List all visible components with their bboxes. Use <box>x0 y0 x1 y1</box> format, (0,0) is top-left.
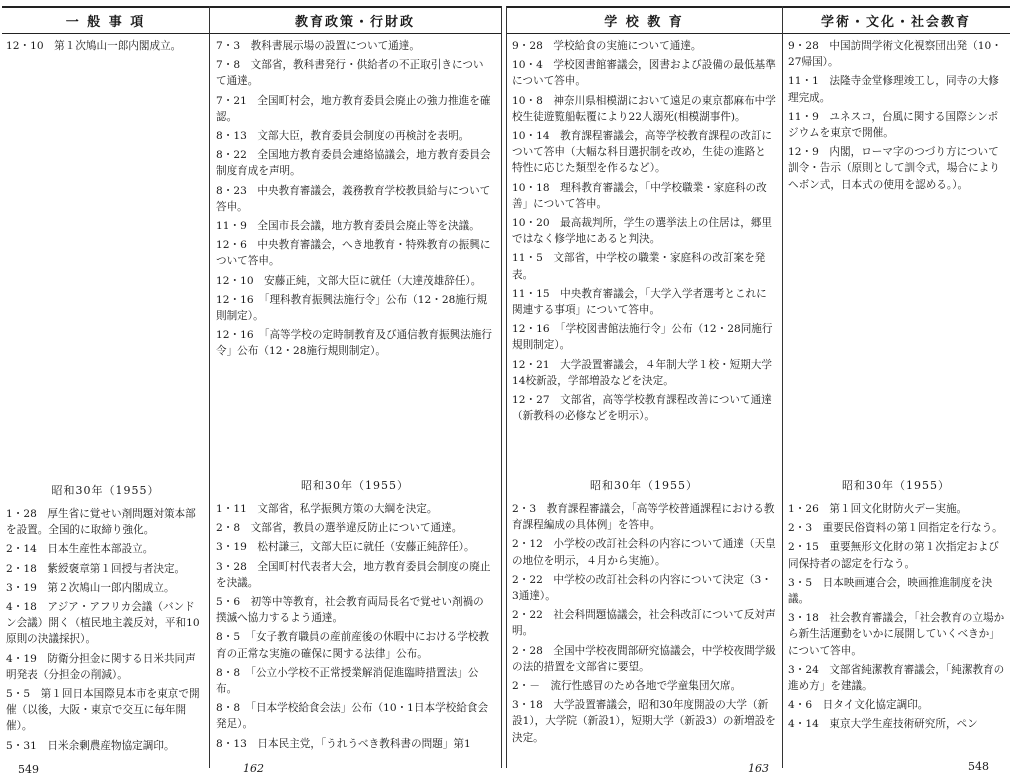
chronology-entry: 4・6 日タイ文化協定調印。 <box>788 699 929 712</box>
chronology-entry: 3・19 松村謙三，文部大臣に就任（安藤正純辞任）。 <box>216 541 475 554</box>
top-general-column <box>6 38 204 57</box>
bottom-academic-column <box>788 501 1006 736</box>
chronology-entry: 12・27 文部省，高等学校教育課程改善について通達（新教科の必修などを明示）。 <box>512 394 772 423</box>
chronology-entry: 11・5 文部省，中学校の職業・家庭科の改訂案を発表。 <box>512 252 766 281</box>
chronology-entry: 10・4 学校図書館審議会，図書および設備の最低基準について答申。 <box>512 59 776 88</box>
chronology-entry: 8・8 「日本学校給食会法」公布（10・1日本学校給食会発足）。 <box>216 702 489 731</box>
page-number: 163 <box>748 762 769 775</box>
chronology-entry: 12・10 第１次鳩山一郎内閣成立。 <box>6 40 182 52</box>
chronology-entry: 12・16 「高等学校の定時制教育及び通信教育振興法施行令」公布（12・28施行規則制定）。 <box>216 329 492 358</box>
bottom-school-column <box>512 501 776 749</box>
chronology-entry: 2・14 日本生産性本部設立。 <box>6 543 154 556</box>
chronology-entry: 4・18 アジア・アフリカ会議（バンドン会議）開く（植民地主義反対，平和10原則の決議採択）。 <box>6 601 200 646</box>
chronology-entry: 2・22 社会科問題協議会，社会科改訂について反対声明。 <box>512 609 776 638</box>
column-divider <box>209 6 210 768</box>
chronology-entry: 2・8 文部省，教員の選挙違反防止について通達。 <box>216 522 463 535</box>
page-number: 548 <box>968 760 989 773</box>
top-school-column <box>512 38 776 427</box>
chronology-entry: 7・21 全国町村会，地方教育委員会廃止の強力推進を確認。 <box>216 94 491 123</box>
chronology-entry: 8・23 中央教育審議会，義務教育学校教員給与について答申。 <box>216 184 491 213</box>
chronology-entry: 12・6 中央教育審議会，へき地教育・特殊教育の振興について答申。 <box>216 239 491 268</box>
chronology-entry: 2・3 重要民俗資料の第１回指定を行なう。 <box>788 522 1003 535</box>
chronology-entry: 10・18 理科教育審議会，「中学校職業・家庭科の改善」について答申。 <box>512 181 767 210</box>
header-policy: 教育政策・行財政 <box>209 6 501 34</box>
top-academic-column <box>788 38 1006 196</box>
chronology-entry: 2・15 重要無形文化財の第１次指定および同保持者の認定を行なう。 <box>788 541 999 570</box>
chronology-entry: 5・6 初等中等教育，社会教育両局長名で覚せい剤禍の撲滅へ協力するよう通達。 <box>216 596 484 625</box>
chronology-entry: 5・31 日米余剰農産物協定調印。 <box>6 739 175 752</box>
chronology-entry: 4・14 東京大学生産技術研究所，ペン <box>788 718 978 731</box>
top-policy-column <box>216 38 494 363</box>
chronology-entry: 8・8 「公立小学校不正常授業解消促進臨時措置法」公布。 <box>216 666 479 696</box>
page-number: 162 <box>243 762 264 775</box>
chronology-entry: 10・20 最高裁判所，学生の選挙法上の住居は，郷里ではなく修学地にあると判決。 <box>512 217 773 246</box>
header-general: 一 般 事 項 <box>2 6 209 34</box>
chronology-entry: 12・21 大学設置審議会，４年制大学１校・短期大学14校新設，学部増設などを決定。 <box>512 358 773 387</box>
chronology-entry: 8・13 文部大臣，教育委員会制度の再検討を表明。 <box>216 130 470 143</box>
chronology-entry: 11・15 中央教育審議会，「大学入学者選考とこれに関連する事項」について答申。 <box>512 287 767 317</box>
page-number: 549 <box>18 763 39 776</box>
chronology-entry: 5・5 第１回日本国際見本市を東京で開催（以後，大阪・東京で交互に毎年開催）。 <box>6 688 200 733</box>
chronology-entry: 12・16 「学校図書館法施行令」公布（12・28同施行規則制定）。 <box>512 323 773 352</box>
chronology-entry: 11・1 法隆寺金堂修理竣工し，同寺の大修理完成。 <box>788 75 999 104</box>
bottom-general-column <box>6 506 204 757</box>
chronology-entry: 3・5 日本映画連合会，映画推進制度を決議。 <box>788 576 993 606</box>
chronology-entry: 3・19 第２次鳩山一郎内閣成立。 <box>6 581 175 594</box>
chronology-entry: 2・18 紫綬褒章第１回授与者決定。 <box>6 562 186 575</box>
column-divider <box>501 6 502 768</box>
era-label-policy: 昭和30年（1955） <box>301 479 409 492</box>
chronology-entry: 12・9 内閣，ローマ字のつづり方について訓令・告示（原則として訓令式，場合によりヘボン式，日本式の使用を認める。）。 <box>788 146 1000 191</box>
chronology-entry: 8・13 日本民主党，「うれうべき教科書の問題」第1 <box>216 737 471 750</box>
chronology-entry: 2・3 教育課程審議会，「高等学校普通課程における教育課程編成の具体例」を答申。 <box>512 503 775 532</box>
chronology-entry: 10・8 神奈川県相模湖において遠足の東京都麻布中学校生徒遊覧船転覆により22人溺死(相模湖事件)。 <box>512 94 776 123</box>
era-label-academic: 昭和30年（1955） <box>842 479 950 492</box>
chronology-entry: 8・22 全国地方教育委員会連絡協議会，地方教育委員会制度育成を声明。 <box>216 149 491 178</box>
chronology-entry: 9・28 学校給食の実施について通達。 <box>512 40 702 52</box>
chronology-entry: 11・9 ユネスコ，台風に関する国際シンポジウムを東京で開催。 <box>788 110 999 140</box>
chronology-entry: 1・26 第１回文化財防火デー実施。 <box>788 503 968 515</box>
chronology-entry: 2・28 全国中学校夜間部研究協議会，中学校夜間学級の法的措置を文部省に要望。 <box>512 644 776 673</box>
header-school: 学 校 教 育 <box>506 6 782 34</box>
era-label-school: 昭和30年（1955） <box>590 479 698 492</box>
chronology-entry: 1・28 厚生省に覚せい剤問題対策本部を設置。全国的に取締り強化。 <box>6 508 196 537</box>
chronology-entry: 2・12 小学校の改訂社会科の内容について通達（天皇の地位を明示，４月から実施）。 <box>512 538 776 567</box>
chronology-entry: 7・8 文部省，教科書発行・供給者の不正取引きについて通達。 <box>216 59 484 88</box>
chronology-entry: 2・－ 流行性感冒のため各地で学童集団欠席。 <box>512 680 742 693</box>
header-academic: 学術・文化・社会教育 <box>782 6 1010 34</box>
chronology-entry: 1・11 文部省，私学振興方策の大綱を決定。 <box>216 503 438 515</box>
era-label-general: 昭和30年（1955） <box>51 484 160 497</box>
chronology-entry: 7・3 教科書展示場の設置について通達。 <box>216 40 420 52</box>
chronology-entry: 4・19 防衛分担金に関する日米共同声明発表（分担金の削減）。 <box>6 652 196 681</box>
chronology-entry: 12・16 「理科教育振興法施行令」公布（12・28施行規則制定）。 <box>216 293 488 323</box>
column-divider <box>782 6 783 768</box>
chronology-entry: 2・22 中学校の改訂社会科の内容について決定（3・3通達）。 <box>512 573 772 603</box>
chronology-entry: 12・10 安藤正純，文部大臣に就任（大達茂雄辞任）。 <box>216 274 482 287</box>
chronology-entry: 11・9 全国市長会議，地方教育委員会廃止等を決議。 <box>216 220 480 233</box>
chronology-entry: 3・18 社会教育審議会，「社会教育の立場から新生活運動をいかに展開していくべきか」について答申。 <box>788 612 1005 657</box>
chronology-entry: 9・28 中国訪問学術文化視察団出発（10・27帰国）。 <box>788 40 1002 69</box>
chronology-entry: 3・28 全国町村代表者大会，地方教育委員会制度の廃止を決議。 <box>216 560 491 589</box>
chronology-entry: 3・24 文部省純潔教育審議会，「純潔教育の進め方」を建議。 <box>788 663 1005 693</box>
chronology-entry: 8・5 「女子教育職員の産前産後の休暇中における学校教育の正常な実施の確保に関する法律」公布。 <box>216 631 490 660</box>
bottom-policy-column <box>216 501 494 755</box>
chronology-entry: 3・18 大学設置審議会，昭和30年度開設の大学（新設1），大学院（新設1），短期大学（新設3）の新増設を決定。 <box>512 699 776 744</box>
column-divider <box>506 6 507 768</box>
chronology-entry: 10・14 教育課程審議会，高等学校教育課程の改訂について答申（大幅な科目選択制を改め，生徒の進路と特性に応じた類型を作るなど）。 <box>512 130 773 175</box>
